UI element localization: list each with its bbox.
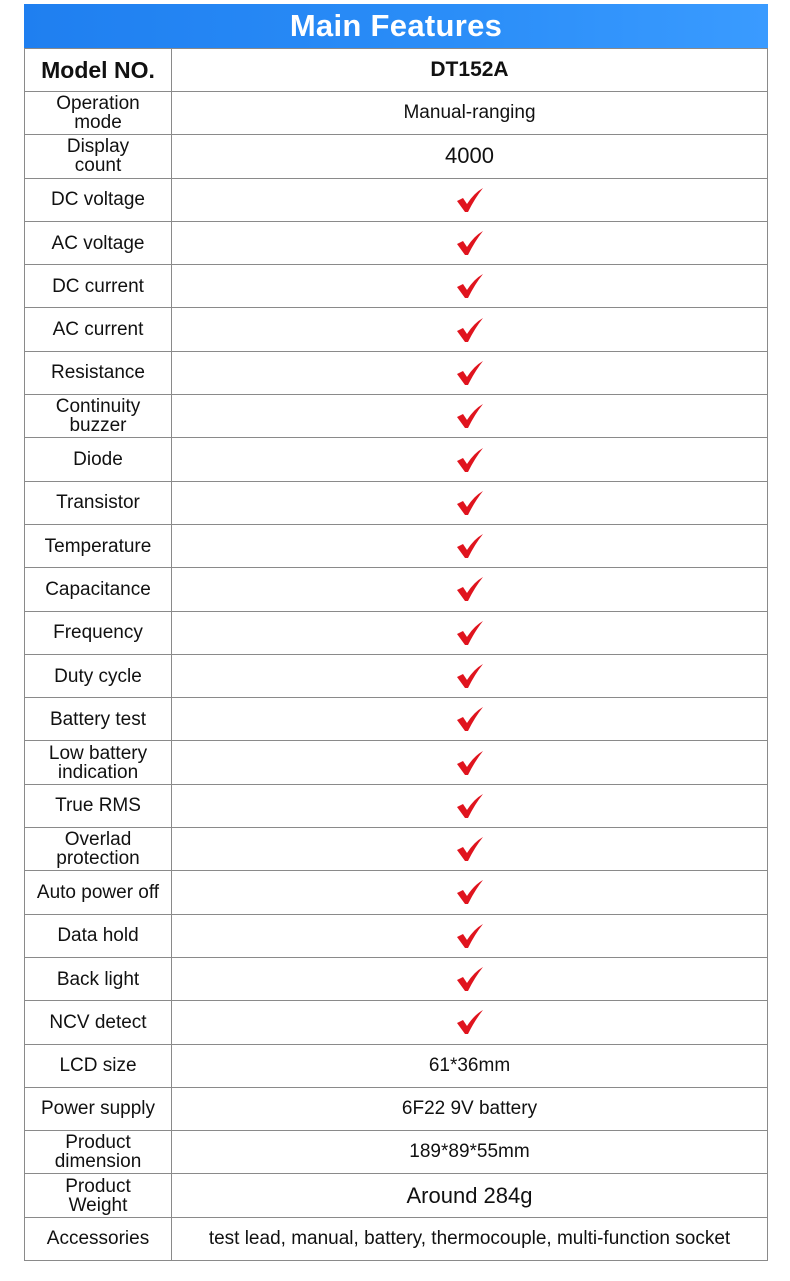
feature-name: Duty cycle bbox=[25, 654, 172, 697]
feature-name: Data hold bbox=[25, 914, 172, 957]
checkmark-icon bbox=[455, 1008, 485, 1036]
checkmark-icon bbox=[455, 705, 485, 733]
checkmark-icon bbox=[455, 272, 485, 300]
feature-supported bbox=[172, 611, 768, 654]
banner-title: Main Features bbox=[289, 8, 503, 43]
table-row bbox=[25, 871, 768, 914]
feature-name: Accessories bbox=[25, 1217, 172, 1260]
checkmark-icon bbox=[455, 878, 485, 906]
checkmark-icon bbox=[455, 359, 485, 387]
table-row bbox=[25, 308, 768, 351]
feature-supported bbox=[172, 828, 768, 871]
feature-name: Low battery indication bbox=[25, 741, 172, 784]
feature-name: AC voltage bbox=[25, 221, 172, 264]
feature-value: 4000 bbox=[172, 135, 768, 178]
table-row bbox=[25, 654, 768, 697]
table-row bbox=[25, 828, 768, 871]
table-row bbox=[25, 1131, 768, 1174]
feature-name: DC current bbox=[25, 265, 172, 308]
feature-value: Around 284g bbox=[172, 1174, 768, 1217]
checkmark-icon bbox=[455, 489, 485, 517]
feature-supported bbox=[172, 784, 768, 827]
feature-name: Temperature bbox=[25, 524, 172, 567]
feature-name: Diode bbox=[25, 438, 172, 481]
feature-supported bbox=[172, 654, 768, 697]
table-row bbox=[25, 524, 768, 567]
table-row bbox=[25, 178, 768, 221]
feature-name: Continuity buzzer bbox=[25, 395, 172, 438]
checkmark-icon bbox=[455, 619, 485, 647]
feature-name: Capacitance bbox=[25, 568, 172, 611]
feature-supported bbox=[172, 524, 768, 567]
checkmark-icon bbox=[455, 532, 485, 560]
feature-name: Product dimension bbox=[25, 1131, 172, 1174]
feature-value: 189*89*55mm bbox=[172, 1131, 768, 1174]
feature-supported bbox=[172, 741, 768, 784]
feature-value: Manual-ranging bbox=[172, 92, 768, 135]
checkmark-icon bbox=[455, 186, 485, 214]
feature-name: AC current bbox=[25, 308, 172, 351]
checkmark-icon bbox=[455, 662, 485, 690]
table-row bbox=[25, 1001, 768, 1044]
feature-name: Frequency bbox=[25, 611, 172, 654]
table-row bbox=[25, 1044, 768, 1087]
feature-supported bbox=[172, 698, 768, 741]
feature-name: Product Weight bbox=[25, 1174, 172, 1217]
table-row bbox=[25, 481, 768, 524]
feature-name: Battery test bbox=[25, 698, 172, 741]
feature-supported bbox=[172, 438, 768, 481]
table-row bbox=[25, 438, 768, 481]
feature-supported bbox=[172, 914, 768, 957]
feature-name: LCD size bbox=[25, 1044, 172, 1087]
table-row bbox=[25, 1174, 768, 1217]
checkmark-icon bbox=[455, 229, 485, 257]
feature-name: Resistance bbox=[25, 351, 172, 394]
feature-supported bbox=[172, 308, 768, 351]
feature-value: 61*36mm bbox=[172, 1044, 768, 1087]
feature-supported bbox=[172, 957, 768, 1000]
checkmark-icon bbox=[455, 749, 485, 777]
table-row bbox=[25, 135, 768, 178]
feature-supported bbox=[172, 1001, 768, 1044]
model-label: Model NO. bbox=[25, 49, 172, 92]
feature-name: Auto power off bbox=[25, 871, 172, 914]
feature-supported bbox=[172, 265, 768, 308]
table-row bbox=[25, 914, 768, 957]
checkmark-icon bbox=[455, 316, 485, 344]
features-table bbox=[24, 48, 768, 1261]
table-row bbox=[25, 611, 768, 654]
checkmark-icon bbox=[455, 835, 485, 863]
checkmark-icon bbox=[455, 402, 485, 430]
table-row bbox=[25, 741, 768, 784]
main-features-banner bbox=[24, 4, 768, 48]
feature-supported bbox=[172, 481, 768, 524]
feature-name: Operation mode bbox=[25, 92, 172, 135]
table-row bbox=[25, 395, 768, 438]
feature-name: Display count bbox=[25, 135, 172, 178]
feature-name: True RMS bbox=[25, 784, 172, 827]
table-header-row bbox=[25, 49, 768, 92]
table-row bbox=[25, 265, 768, 308]
feature-supported bbox=[172, 221, 768, 264]
table-row bbox=[25, 784, 768, 827]
feature-supported bbox=[172, 568, 768, 611]
feature-name: NCV detect bbox=[25, 1001, 172, 1044]
feature-value: test lead, manual, battery, thermocouple, multi-function socket bbox=[172, 1217, 768, 1260]
table-row bbox=[25, 351, 768, 394]
feature-supported bbox=[172, 395, 768, 438]
table-row bbox=[25, 957, 768, 1000]
feature-value: 6F22 9V battery bbox=[172, 1087, 768, 1130]
feature-supported bbox=[172, 871, 768, 914]
checkmark-icon bbox=[455, 575, 485, 603]
model-value: DT152A bbox=[172, 49, 768, 92]
feature-name: Overlad protection bbox=[25, 828, 172, 871]
feature-name: Power supply bbox=[25, 1087, 172, 1130]
checkmark-icon bbox=[455, 922, 485, 950]
table-row bbox=[25, 568, 768, 611]
feature-name: Transistor bbox=[25, 481, 172, 524]
table-row bbox=[25, 698, 768, 741]
feature-name: Back light bbox=[25, 957, 172, 1000]
table-row bbox=[25, 1087, 768, 1130]
checkmark-icon bbox=[455, 792, 485, 820]
feature-supported bbox=[172, 351, 768, 394]
table-row bbox=[25, 221, 768, 264]
feature-supported bbox=[172, 178, 768, 221]
checkmark-icon bbox=[455, 446, 485, 474]
table-row bbox=[25, 1217, 768, 1260]
feature-name: DC voltage bbox=[25, 178, 172, 221]
checkmark-icon bbox=[455, 965, 485, 993]
table-row bbox=[25, 92, 768, 135]
